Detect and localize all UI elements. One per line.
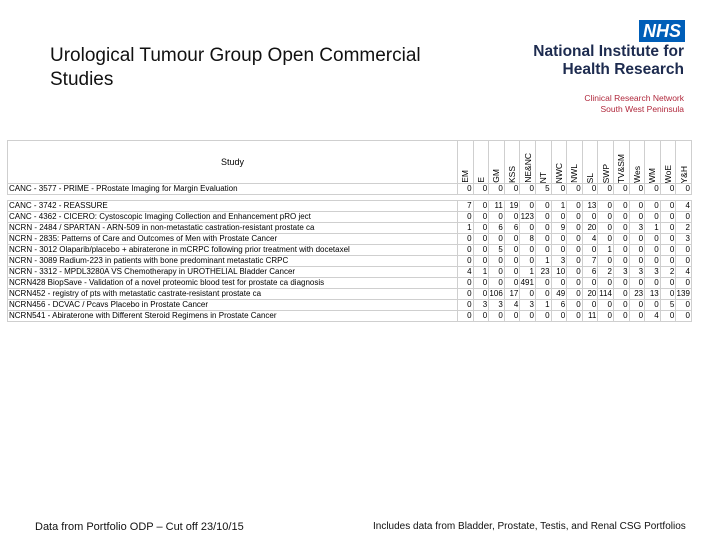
recruitment-count-cell: 0 xyxy=(473,256,489,267)
recruitment-count-cell: 0 xyxy=(629,311,645,322)
recruitment-count-cell: 0 xyxy=(676,278,692,289)
recruitment-count-cell: 0 xyxy=(598,184,614,195)
region-column-header xyxy=(458,141,474,184)
recruitment-count-cell: 0 xyxy=(567,267,583,278)
recruitment-count-cell: 106 xyxy=(489,289,503,298)
recruitment-count-cell: 0 xyxy=(676,256,692,267)
recruitment-count-cell: 0 xyxy=(504,234,520,245)
region-column-header xyxy=(629,141,645,184)
recruitment-count-cell: 0 xyxy=(645,278,661,289)
recruitment-count-cell: 0 xyxy=(629,201,645,212)
recruitment-count-cell: 4 xyxy=(676,267,692,278)
region-column-label: EM xyxy=(460,170,471,183)
recruitment-count-cell: 0 xyxy=(551,245,567,256)
recruitment-count-cell: 0 xyxy=(520,245,536,256)
recruitment-count-cell: 0 xyxy=(567,201,583,212)
recruitment-count-cell: 0 xyxy=(613,201,629,212)
recruitment-count-cell: 0 xyxy=(458,234,474,245)
recruitment-count-cell: 0 xyxy=(535,311,551,322)
recruitment-count-cell: 0 xyxy=(489,184,505,195)
recruitment-count-cell: 0 xyxy=(567,278,583,289)
recruitment-count-cell: 0 xyxy=(535,212,551,223)
recruitment-count-cell: 0 xyxy=(489,212,505,223)
recruitment-count-cell: 0 xyxy=(473,234,489,245)
recruitment-count-cell: 0 xyxy=(645,300,661,311)
recruitment-count-cell: 0 xyxy=(582,278,598,289)
page-title: Urological Tumour Group Open Commercial Studies xyxy=(50,45,421,90)
study-name-cell: CANC - 3577 - PRIME - PRostate Imaging for Margin Evaluation xyxy=(8,184,458,195)
recruitment-count-cell: 0 xyxy=(520,201,536,212)
recruitment-count-cell: 0 xyxy=(504,245,520,256)
table-row xyxy=(8,256,692,267)
recruitment-count-cell: 0 xyxy=(582,212,598,223)
region-column-header xyxy=(504,141,520,184)
recruitment-count-cell: 0 xyxy=(598,223,614,234)
recruitment-count-cell: 6 xyxy=(551,300,567,311)
recruitment-count-cell: 49 xyxy=(551,289,567,300)
region-column-label: Wes xyxy=(631,166,642,183)
recruitment-count-cell: 0 xyxy=(613,223,629,234)
recruitment-count-cell: 3 xyxy=(473,300,489,311)
region-column-label: SL xyxy=(585,172,596,183)
recruitment-count-cell: 3 xyxy=(629,267,645,278)
recruitment-count-cell: 0 xyxy=(629,300,645,311)
recruitment-count-cell: 1 xyxy=(551,201,567,212)
region-column-header xyxy=(473,141,489,184)
region-column-label: E xyxy=(475,177,486,183)
recruitment-count-cell: 0 xyxy=(660,278,676,289)
recruitment-count-cell: 0 xyxy=(551,212,567,223)
recruitment-count-cell: 3 xyxy=(489,300,505,311)
study-name-cell: NCRN - 3012 Olaparib/placebo + abiraterone in mCRPC following prior treatment with docetaxel xyxy=(8,245,458,256)
recruitment-count-cell: 0 xyxy=(535,289,551,300)
recruitment-count-cell: 0 xyxy=(567,311,583,322)
recruitment-count-cell: 1 xyxy=(535,300,551,311)
recruitment-count-cell: 13 xyxy=(582,201,598,212)
study-name-cell: NCRN - 3089 Radium-223 in patients with bone predominant metastatic CRPC xyxy=(8,256,458,267)
recruitment-count-cell: 2 xyxy=(676,223,692,234)
recruitment-count-cell: 0 xyxy=(458,256,474,267)
recruitment-count-cell: 0 xyxy=(567,300,583,311)
table-row xyxy=(8,245,692,256)
recruitment-count-cell: 0 xyxy=(535,223,551,234)
table-row xyxy=(8,212,692,223)
table-row xyxy=(8,289,692,300)
recruitment-count-cell: 0 xyxy=(645,234,661,245)
recruitment-count-cell: 0 xyxy=(613,245,629,256)
region-column-label: TV&SM xyxy=(616,153,627,183)
study-name-cell: NCRN541 - Abiraterone with Different Steroid Regimens in Prostate Cancer xyxy=(8,311,458,322)
recruitment-count-cell: 139 xyxy=(676,289,690,298)
recruitment-count-cell: 0 xyxy=(504,256,520,267)
region-column-label: NE&NC xyxy=(522,153,533,183)
recruitment-count-cell: 3 xyxy=(629,223,645,234)
recruitment-count-cell: 0 xyxy=(458,289,474,300)
region-column-header xyxy=(535,141,551,184)
table-row xyxy=(8,278,692,289)
recruitment-count-cell: 6 xyxy=(504,223,520,234)
recruitment-count-cell: 0 xyxy=(598,256,614,267)
recruitment-count-cell: 0 xyxy=(660,184,676,195)
recruitment-count-cell: 0 xyxy=(504,212,520,223)
recruitment-count-cell: 0 xyxy=(567,223,583,234)
recruitment-count-cell: 0 xyxy=(520,289,536,300)
recruitment-count-cell: 0 xyxy=(551,311,567,322)
recruitment-count-cell: 123 xyxy=(520,212,534,221)
region-column-label: NWC xyxy=(553,162,564,183)
recruitment-count-cell: 0 xyxy=(660,212,676,223)
recruitment-count-cell: 1 xyxy=(520,267,536,278)
region-column-label: KSS xyxy=(507,165,518,183)
study-name-cell: NCRN - 2484 / SPARTAN - ARN-509 in non-metastatic castration-resistant prostate ca xyxy=(8,223,458,234)
recruitment-count-cell: 0 xyxy=(613,256,629,267)
recruitment-count-cell: 0 xyxy=(629,256,645,267)
nhs-logo: NHS xyxy=(639,20,685,42)
recruitment-count-cell: 17 xyxy=(504,289,520,300)
region-column-header xyxy=(582,141,598,184)
recruitment-count-cell: 0 xyxy=(598,300,614,311)
recruitment-count-cell: 0 xyxy=(489,278,505,289)
study-name-cell: NCRN - 2835: Patterns of Care and Outcomes of Men with Prostate Cancer xyxy=(8,234,458,245)
study-name-cell: NCRN428 BiopSave - Validation of a novel proteomic blood test for prostate ca diagnosis xyxy=(8,278,458,289)
recruitment-count-cell: 4 xyxy=(582,234,598,245)
region-column-header xyxy=(613,141,629,184)
recruitment-count-cell: 0 xyxy=(458,184,474,195)
recruitment-count-cell: 0 xyxy=(645,201,661,212)
recruitment-count-cell: 0 xyxy=(535,234,551,245)
recruitment-count-cell: 0 xyxy=(567,256,583,267)
crn-label: Clinical Research Network xyxy=(584,93,684,103)
recruitment-count-cell: 10 xyxy=(551,267,567,278)
region-column-header xyxy=(551,141,567,184)
region-column-label: Y&H xyxy=(678,165,689,183)
region-column-label: WM xyxy=(647,167,658,183)
recruitment-count-cell: 0 xyxy=(473,311,489,322)
recruitment-count-cell: 0 xyxy=(504,267,520,278)
recruitment-count-cell: 0 xyxy=(629,184,645,195)
recruitment-count-cell: 4 xyxy=(458,267,474,278)
recruitment-count-cell: 0 xyxy=(458,278,474,289)
recruitment-count-cell: 0 xyxy=(613,184,629,195)
recruitment-count-cell: 0 xyxy=(567,212,583,223)
recruitment-count-cell: 491 xyxy=(520,278,534,287)
region-column-header xyxy=(676,141,692,184)
recruitment-count-cell: 0 xyxy=(660,201,676,212)
recruitment-count-cell: 0 xyxy=(613,278,629,289)
recruitment-count-cell: 11 xyxy=(582,311,598,322)
nihr-logo-line1: National Institute for xyxy=(533,43,684,60)
recruitment-count-cell: 0 xyxy=(629,245,645,256)
recruitment-count-cell: 19 xyxy=(504,201,520,212)
recruitment-count-cell: 0 xyxy=(567,184,583,195)
recruitment-count-cell: 3 xyxy=(613,267,629,278)
recruitment-count-cell: 8 xyxy=(520,234,536,245)
recruitment-count-cell: 0 xyxy=(535,245,551,256)
portfolio-note: Includes data from Bladder, Prostate, Testis, and Renal CSG Portfolios xyxy=(373,521,686,532)
study-name-cell: NCRN456 - DCVAC / Pcavs Placebo in Prostate Cancer xyxy=(8,300,458,311)
recruitment-count-cell: 0 xyxy=(489,256,505,267)
recruitment-count-cell: 0 xyxy=(582,300,598,311)
recruitment-count-cell: 0 xyxy=(629,234,645,245)
recruitment-count-cell: 0 xyxy=(489,311,505,322)
recruitment-count-cell: 0 xyxy=(567,289,583,300)
recruitment-count-cell: 0 xyxy=(598,278,614,289)
recruitment-count-cell: 0 xyxy=(520,256,536,267)
recruitment-count-cell: 2 xyxy=(598,267,614,278)
recruitment-count-cell: 1 xyxy=(598,245,614,256)
region-column-label: WoE xyxy=(663,164,674,183)
recruitment-count-cell: 0 xyxy=(551,184,567,195)
recruitment-count-cell: 5 xyxy=(489,245,505,256)
recruitment-count-cell: 7 xyxy=(458,201,474,212)
recruitment-count-cell: 0 xyxy=(520,223,536,234)
recruitment-count-cell: 0 xyxy=(613,234,629,245)
recruitment-count-cell: 0 xyxy=(645,245,661,256)
region-column-header xyxy=(598,141,614,184)
recruitment-count-cell: 6 xyxy=(582,267,598,278)
recruitment-count-cell: 0 xyxy=(504,311,520,322)
study-name-cell: NCRN - 3312 - MPDL3280A VS Chemotherapy in UROTHELIAL Bladder Cancer xyxy=(8,267,458,278)
recruitment-count-cell: 0 xyxy=(629,212,645,223)
recruitment-count-cell: 23 xyxy=(535,267,551,278)
recruitment-count-cell: 0 xyxy=(598,234,614,245)
recruitment-count-cell: 13 xyxy=(645,289,661,300)
recruitment-count-cell: 0 xyxy=(473,245,489,256)
recruitment-count-cell: 3 xyxy=(645,267,661,278)
table-row xyxy=(8,311,692,322)
recruitment-count-cell: 0 xyxy=(473,184,489,195)
recruitment-count-cell: 0 xyxy=(676,212,692,223)
recruitment-count-cell: 114 xyxy=(599,289,612,298)
recruitment-count-cell: 0 xyxy=(520,184,536,195)
recruitment-count-cell: 1 xyxy=(473,267,489,278)
recruitment-count-cell: 0 xyxy=(613,212,629,223)
recruitment-count-cell: 0 xyxy=(489,234,505,245)
recruitment-count-cell: 0 xyxy=(645,212,661,223)
recruitment-count-cell: 0 xyxy=(567,245,583,256)
recruitment-count-cell: 0 xyxy=(598,201,614,212)
region-column-header xyxy=(645,141,661,184)
region-column-label: GM xyxy=(491,169,502,183)
recruitment-count-cell: 11 xyxy=(489,201,505,212)
recruitment-count-cell: 0 xyxy=(660,234,676,245)
recruitment-count-cell: 0 xyxy=(676,184,692,195)
recruitment-count-cell: 0 xyxy=(676,245,692,256)
recruitment-count-cell: 0 xyxy=(458,212,474,223)
recruitment-count-cell: 0 xyxy=(458,245,474,256)
recruitment-count-cell: 0 xyxy=(645,256,661,267)
recruitment-count-cell: 23 xyxy=(629,289,645,300)
table-row xyxy=(8,267,692,278)
recruitment-count-cell: 5 xyxy=(535,184,551,195)
recruitment-count-cell: 0 xyxy=(660,256,676,267)
region-column-header xyxy=(660,141,676,184)
recruitment-count-cell: 0 xyxy=(598,311,614,322)
recruitment-count-cell: 0 xyxy=(660,245,676,256)
recruitment-count-cell: 1 xyxy=(645,223,661,234)
recruitment-count-cell: 0 xyxy=(660,311,676,322)
recruitment-count-cell: 0 xyxy=(473,223,489,234)
recruitment-count-cell: 4 xyxy=(504,300,520,311)
table-row xyxy=(8,234,692,245)
recruitment-count-cell: 0 xyxy=(473,289,489,300)
recruitment-count-cell: 0 xyxy=(551,278,567,289)
recruitment-count-cell: 0 xyxy=(660,223,676,234)
study-column-header: Study xyxy=(8,141,458,184)
study-name-cell: CANC - 3742 - REASSURE xyxy=(8,201,458,212)
region-column-label: SWP xyxy=(600,163,611,183)
recruitment-count-cell: 0 xyxy=(660,289,676,300)
recruitment-count-cell: 1 xyxy=(458,223,474,234)
recruitment-count-cell: 0 xyxy=(535,201,551,212)
recruitment-count-cell: 0 xyxy=(676,300,692,311)
recruitment-count-cell: 0 xyxy=(551,234,567,245)
recruitment-count-cell: 0 xyxy=(676,311,692,322)
recruitment-count-cell: 20 xyxy=(582,223,598,234)
region-column-header xyxy=(567,141,583,184)
study-name-cell: CANC - 4362 - CICERO: Cystoscopic Imaging Collection and Enhancement pRO ject xyxy=(8,212,458,223)
recruitment-count-cell: 7 xyxy=(582,256,598,267)
recruitment-count-cell: 0 xyxy=(473,201,489,212)
recruitment-count-cell: 0 xyxy=(598,212,614,223)
recruitment-count-cell: 3 xyxy=(551,256,567,267)
table-row xyxy=(8,184,692,195)
crn-region-label: South West Peninsula xyxy=(600,104,684,114)
recruitment-count-cell: 6 xyxy=(489,223,505,234)
studies-table xyxy=(7,140,692,322)
region-column-header xyxy=(520,141,536,184)
recruitment-count-cell: 0 xyxy=(582,245,598,256)
recruitment-count-cell: 0 xyxy=(458,300,474,311)
recruitment-count-cell: 4 xyxy=(676,201,692,212)
recruitment-count-cell: 0 xyxy=(520,311,536,322)
recruitment-count-cell: 0 xyxy=(473,278,489,289)
recruitment-count-cell: 0 xyxy=(567,234,583,245)
recruitment-count-cell: 0 xyxy=(473,212,489,223)
region-column-header xyxy=(489,141,505,184)
recruitment-count-cell: 0 xyxy=(582,184,598,195)
nihr-logo-line2: Health Research xyxy=(562,61,684,78)
region-column-label: NT xyxy=(538,171,549,183)
recruitment-count-cell: 0 xyxy=(504,184,520,195)
recruitment-count-cell: 4 xyxy=(645,311,661,322)
table-row xyxy=(8,201,692,212)
table-header-row xyxy=(8,141,692,184)
recruitment-count-cell: 0 xyxy=(504,278,520,289)
table-row xyxy=(8,300,692,311)
recruitment-count-cell: 0 xyxy=(613,289,629,300)
region-column-label: NWL xyxy=(569,164,580,183)
table-row xyxy=(8,223,692,234)
recruitment-count-cell: 0 xyxy=(535,278,551,289)
data-source-note: Data from Portfolio ODP – Cut off 23/10/15 xyxy=(35,521,244,533)
recruitment-count-cell: 9 xyxy=(551,223,567,234)
recruitment-count-cell: 0 xyxy=(645,184,661,195)
recruitment-count-cell: 20 xyxy=(582,289,598,300)
recruitment-count-cell: 0 xyxy=(489,267,505,278)
recruitment-count-cell: 0 xyxy=(629,278,645,289)
recruitment-count-cell: 1 xyxy=(535,256,551,267)
recruitment-count-cell: 3 xyxy=(520,300,536,311)
recruitment-count-cell: 3 xyxy=(676,234,692,245)
study-name-cell: NCRN452 - registry of pts with metastatic castrate-resistant prostate ca xyxy=(8,289,458,300)
recruitment-count-cell: 0 xyxy=(613,311,629,322)
recruitment-count-cell: 0 xyxy=(458,311,474,322)
recruitment-count-cell: 2 xyxy=(660,267,676,278)
recruitment-count-cell: 0 xyxy=(613,300,629,311)
recruitment-count-cell: 5 xyxy=(660,300,676,311)
